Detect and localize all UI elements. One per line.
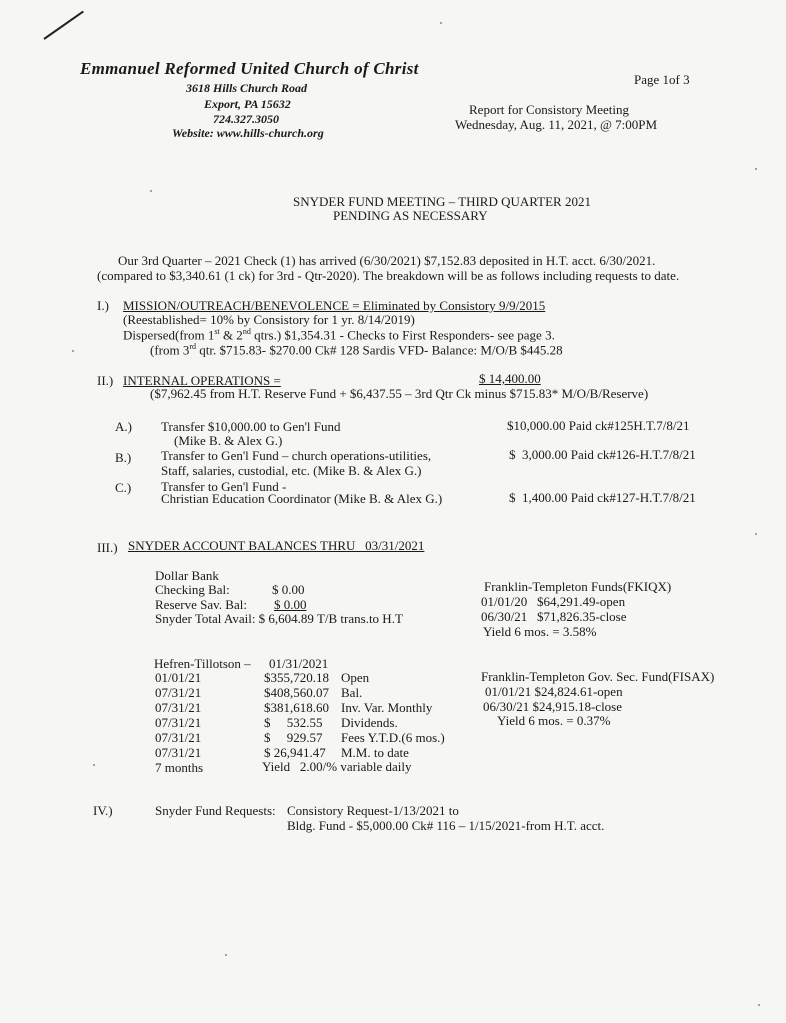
fisax-close: 06/30/21 $24,915.18-close xyxy=(483,699,623,714)
scan-speck xyxy=(758,1004,760,1006)
section-2-amount: $ 14,400.00 xyxy=(479,371,541,386)
hefren-row-desc: M.M. to date xyxy=(341,745,409,760)
hefren-yield: Yield 2.00/% variable daily xyxy=(262,759,412,774)
hefren-row-date: 7 months xyxy=(155,760,204,775)
item-c-line-1: Transfer to Gen'l Fund - xyxy=(161,479,287,494)
scan-speck xyxy=(150,190,152,192)
section-3-number: III.) xyxy=(97,540,118,555)
hefren-row-date: 07/31/21 xyxy=(155,745,202,760)
hefren-row-date: 07/31/21 xyxy=(155,715,202,730)
item-a-line-1: Transfer $10,000.00 to Gen'l Fund xyxy=(161,419,341,434)
section-1-line-4: (from 3rd qtr. $715.83- $270.00 Ck# 128 Sardis VFD- Balance: M/O/B $445.28 xyxy=(150,342,563,358)
checking-label: Checking Bal: xyxy=(155,582,230,597)
checking-value: $ 0.00 xyxy=(272,582,305,597)
hefren-row-desc: Inv. Var. Monthly xyxy=(341,700,433,715)
section-3-title: SNYDER ACCOUNT BALANCES THRU 03/31/2021 xyxy=(128,538,425,553)
hefren-row-date: 07/31/21 xyxy=(155,685,202,700)
item-a-line-2: (Mike B. & Alex G.) xyxy=(174,433,283,448)
item-c-paid: $ 1,400.00 Paid ck#127-H.T.7/8/21 xyxy=(509,490,696,505)
hefren-row-amount: $355,720.18 xyxy=(264,670,329,685)
report-title: Report for Consistory Meeting xyxy=(469,102,629,117)
pen-mark xyxy=(43,11,83,40)
hefren-row-amount: $ 26,941.47 xyxy=(264,745,326,760)
section-1-number: I.) xyxy=(97,298,109,313)
document-subtitle: PENDING AS NECESSARY xyxy=(333,208,488,223)
hefren-row-desc: Dividends. xyxy=(341,715,398,730)
hefren-row-amount: $ 929.57 xyxy=(264,730,323,745)
hefren-row-date: 01/01/21 xyxy=(155,670,202,685)
dollar-bank-label: Dollar Bank xyxy=(155,568,219,583)
fisax-open: 01/01/21 $24,824.61-open xyxy=(485,684,623,699)
item-b-line-2: Staff, salaries, custodial, etc. (Mike B. & Alex G.) xyxy=(161,463,422,478)
item-a-letter: A.) xyxy=(115,419,132,434)
hefren-row-amount: $381,618.60 xyxy=(264,700,329,715)
hefren-row-desc: Fees Y.T.D.(6 mos.) xyxy=(341,730,445,745)
reserve-value: $ 0.00 xyxy=(274,597,307,612)
intro-line-2: (compared to $3,340.61 (1 ck) for 3rd - Qtr-2020). The breakdown will be as follows including requests to date. xyxy=(97,268,680,283)
church-phone: 724.327.3050 xyxy=(213,112,279,126)
item-b-letter: B.) xyxy=(115,450,132,465)
scan-speck xyxy=(440,22,442,24)
hefren-row-desc: Open xyxy=(341,670,370,685)
fkiqx-yield: Yield 6 mos. = 3.58% xyxy=(483,624,597,639)
hefren-label: Hefren-Tillotson – xyxy=(154,656,251,671)
hefren-date: 01/31/2021 xyxy=(269,656,329,671)
fisax-title: Franklin-Templeton Gov. Sec. Fund(FISAX) xyxy=(481,669,715,684)
scan-speck xyxy=(755,533,757,535)
hefren-row-amount: $ 532.55 xyxy=(264,715,323,730)
item-a-paid: $10,000.00 Paid ck#125H.T.7/8/21 xyxy=(507,418,690,433)
scan-speck xyxy=(225,954,227,956)
item-b-paid: $ 3,000.00 Paid ck#126-H.T.7/8/21 xyxy=(509,447,696,462)
church-name: Emmanuel Reformed United Church of Christ xyxy=(80,59,419,78)
intro-line-1: Our 3rd Quarter – 2021 Check (1) has arrived (6/30/2021) $7,152.83 deposited in H.T. acct. 6/30/2021. xyxy=(118,253,656,268)
snyder-total: Snyder Total Avail: $ 6,604.89 T/B trans.to H.T xyxy=(155,611,403,626)
item-b-line-1: Transfer to Gen'l Fund – church operations-utilities, xyxy=(161,448,432,463)
hefren-row-amount: $408,560.07 xyxy=(264,685,329,700)
scan-speck xyxy=(93,764,95,766)
section-1-title: MISSION/OUTREACH/BENEVOLENCE = Eliminated by Consistory 9/9/2015 xyxy=(123,298,546,313)
section-2-number: II.) xyxy=(97,373,114,388)
section-4-label: Snyder Fund Requests: xyxy=(155,803,276,818)
reserve-label: Reserve Sav. Bal: xyxy=(155,597,247,612)
fkiqx-close: 06/30/21 $71,826.35-close xyxy=(481,609,627,624)
church-website: Website: www.hills-church.org xyxy=(172,126,324,140)
item-c-line-2: Christian Education Coordinator (Mike B. & Alex G.) xyxy=(161,491,443,506)
fkiqx-title: Franklin-Templeton Funds(FKIQX) xyxy=(484,579,672,594)
section-1-line-3: Dispersed(from 1st & 2nd qtrs.) $1,354.31 - Checks to First Responders- see page 3. xyxy=(123,327,555,343)
scan-speck xyxy=(72,350,74,352)
section-4-line-1: Consistory Request-1/13/2021 to xyxy=(287,803,459,818)
section-2-title: INTERNAL OPERATIONS = xyxy=(123,373,281,388)
church-address: 3618 Hills Church Road xyxy=(186,81,308,95)
page-number: Page 1of 3 xyxy=(634,72,690,87)
hefren-row-desc: Bal. xyxy=(341,685,363,700)
fkiqx-open: 01/01/20 $64,291.49-open xyxy=(481,594,626,609)
report-date: Wednesday, Aug. 11, 2021, @ 7:00PM xyxy=(455,117,658,132)
hefren-row-date: 07/31/21 xyxy=(155,730,202,745)
section-4-number: IV.) xyxy=(93,803,113,818)
scan-speck xyxy=(755,168,757,170)
hefren-row-date: 07/31/21 xyxy=(155,700,202,715)
document-title: SNYDER FUND MEETING – THIRD QUARTER 2021 xyxy=(293,194,591,209)
section-4-line-2: Bldg. Fund - $5,000.00 Ck# 116 – 1/15/2021-from H.T. acct. xyxy=(287,818,605,833)
church-city: Export, PA 15632 xyxy=(204,97,291,111)
section-2-line-2: ($7,962.45 from H.T. Reserve Fund + $6,437.55 – 3rd Qtr Ck minus $715.83* M/O/B/Reserve) xyxy=(150,386,649,401)
fisax-yield: Yield 6 mos. = 0.37% xyxy=(497,713,611,728)
item-c-letter: C.) xyxy=(115,480,132,495)
section-1-line-2: (Reestablished= 10% by Consistory for 1 yr. 8/14/2019) xyxy=(123,312,415,327)
